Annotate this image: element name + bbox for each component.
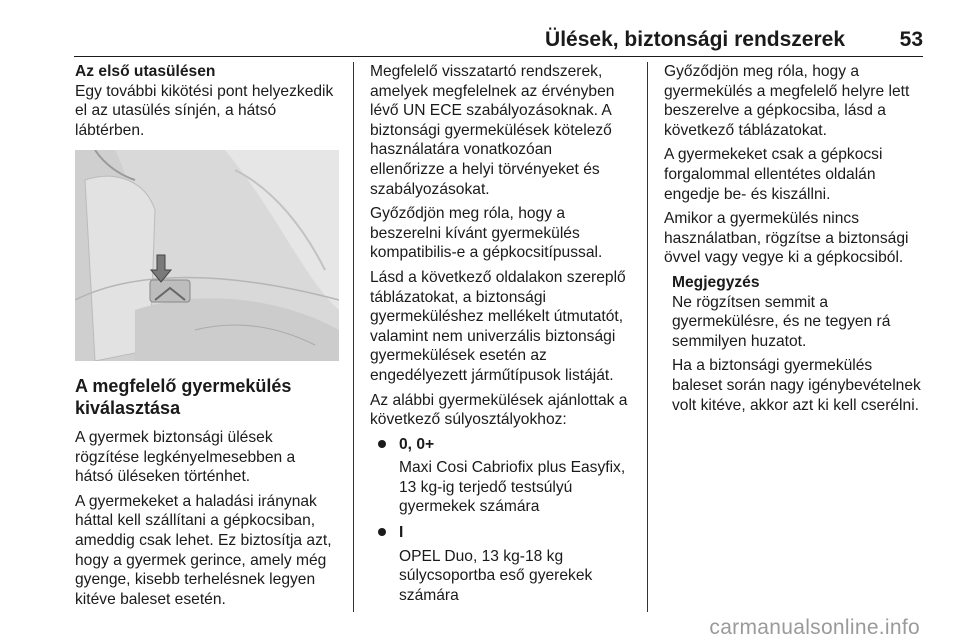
page-number: 53 (899, 28, 923, 51)
note-box (664, 273, 934, 415)
paragraph: Az alábbi gyermekülések ajánlottak a következő súlyosztályokhoz: (370, 391, 628, 429)
weight-class: I (399, 524, 404, 542)
column-divider (353, 62, 354, 612)
note-heading: Megjegyzés (672, 273, 760, 291)
paragraph: A gyermekeket a haladási iránynak háttal kell szállítani a gépkocsiban, ameddig csak lehet. Ez biztosítja azt, hogy a gyermek gerince, amely még gyenge, kisebb terhelésnek legyen kitéve baleset esetén. (75, 492, 332, 608)
column-1-body (75, 428, 347, 614)
paragraph: Lásd a következő oldalakon szereplő táblázatokat, a biztonsági gyermeküléshez mellékelt útmutatót, valamint nem univerzális biztonsági gyermekülések esetén az engedélyezett járműtípusok listáját. (370, 268, 626, 384)
column-1 (75, 62, 347, 145)
weight-class: 0, 0+ (399, 435, 435, 453)
chapter-title: Ülések, biztonsági rendszerek (545, 28, 845, 51)
paragraph: A gyermekeket csak a gépkocsi forgalommal ellentétes oldalán engedje be- és kiszállni. (664, 146, 883, 203)
subheading: Az első utasülésen (75, 63, 216, 80)
paragraph: Győződjön meg róla, hogy a gyermekülés a megfelelő helyre lett beszerelve a gépkocsiba, lásd a következő táblázatokat. (664, 63, 910, 139)
bullet-icon (378, 528, 386, 536)
note-paragraph: Ne rögzítsen semmit a gyermekülésre, és ne tegyen rá semmilyen huzatot. (672, 293, 891, 350)
bullet-icon (378, 440, 386, 448)
list-item (370, 435, 642, 517)
column-divider (647, 62, 648, 612)
paragraph: Megfelelő visszatartó rendszerek, amelyek megfelelnek az érvényben lévő UN ECE szabályozásoknak. A biztonsági gyermekülések kötelező használatára vonatkozóan ellenőrizze a helyi törvényeket és szabályozásokat. (370, 63, 615, 198)
page-header (74, 26, 923, 57)
section-title: A megfelelő gyermekülés kiválasztása (75, 376, 292, 418)
paragraph: Egy további kikötési pont helyezkedik el az utasülés sínjén, a hátsó lábtérben. (75, 82, 334, 139)
column-2 (370, 62, 642, 611)
paragraph: Győződjön meg róla, hogy a beszerelni kívánt gyermekülés kompatibilis-e a gépkocsitípussal. (370, 205, 603, 262)
watermark: carmanualsonline.info (709, 616, 920, 639)
note-paragraph: Ha a biztonsági gyermekülés baleset során nagy igénybevételnek volt kitéve, akkor azt ki kell cserélni. (672, 357, 921, 414)
list-item-text: OPEL Duo, 13 kg-18 kg súlycsoportba eső gyerekek számára (399, 547, 593, 604)
list-item-text: Maxi Cosi Cabriofix plus Easyfix, 13 kg-ig terjedő testsúlyú gyermekek számára (399, 459, 626, 516)
paragraph: A gyermek biztonsági ülések rögzítése legkényelmesebben a hátsó üléseken történhet. (75, 429, 296, 486)
list-item (370, 523, 642, 605)
column-3 (664, 62, 934, 420)
paragraph: Amikor a gyermekülés nincs használatban, rögzítse a biztonsági övvel vagy vegye ki a gépkocsiból. (664, 210, 909, 267)
anchor-point-drawing (75, 150, 339, 361)
seat-rail-illustration (75, 150, 339, 361)
